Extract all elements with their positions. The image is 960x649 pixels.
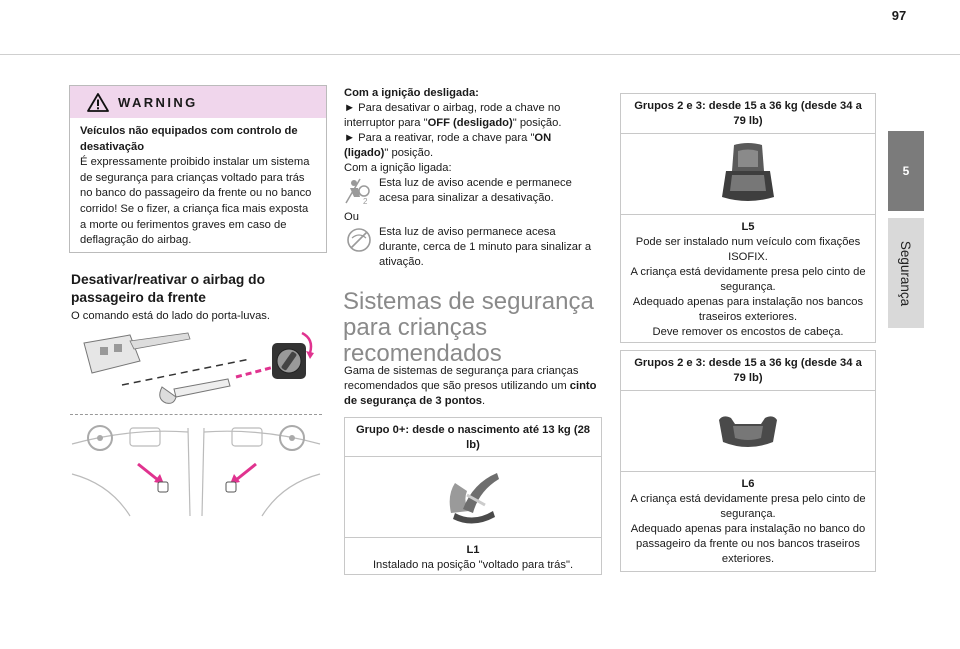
card-image (621, 134, 875, 215)
section-intro: O comando está do lado do porta-luvas. (71, 310, 271, 322)
car-key-icon (84, 333, 190, 373)
booster-cushion-icon (713, 406, 783, 456)
child-seat-card-l1 (344, 417, 602, 575)
card-line: Deve remover os encostos de cabeça. (652, 326, 844, 338)
card-image (621, 391, 875, 472)
warning-box (69, 85, 327, 253)
reactivate-step (344, 131, 596, 161)
deactivate-step (344, 101, 596, 131)
deactivate-step-end: " posição. (512, 117, 562, 129)
card-header: Grupo 0+: desde o nascimento até 13 kg (28 lb) (345, 418, 601, 457)
left-steering-wheel-icon (88, 426, 112, 450)
left-switch-location-icon (158, 482, 168, 492)
card-model: L6 (741, 478, 755, 490)
card-body (621, 215, 875, 340)
warning-body (70, 118, 326, 249)
header-rule (0, 54, 960, 55)
card-image (345, 457, 601, 538)
belt-type-label: cinto de segurança de 3 pontos (344, 380, 597, 407)
airbag-off-warning-icon (344, 177, 374, 205)
warning-header (70, 86, 326, 118)
baby-carrier-seat-icon (441, 465, 505, 529)
key-switch-illustration (70, 323, 320, 413)
card-line: Pode ser instalado num veículo com fixações ISOFIX. (635, 236, 861, 263)
key-blade-icon (160, 379, 230, 403)
card-line: Adequado apenas para instalação nos bancos traseiros exteriores. (632, 296, 864, 323)
off-position-label: OFF (desligado) (427, 117, 513, 129)
card-line: A criança está devidamente presa pelo cinto de segurança. (630, 493, 866, 520)
section-heading: Desativar/reativar o airbag do passageiro da frente (71, 272, 266, 305)
airbag-on-warning-icon (344, 226, 374, 254)
reactivate-step-text: ► Para a reativar, rode a chave para " (344, 132, 535, 144)
warning-triangle-icon (87, 93, 109, 112)
deactivation-lamp-text: Esta luz de aviso acende e permanece acesa para sinalizar a desativação. (379, 177, 572, 204)
ignition-instructions (344, 86, 596, 270)
card-line: Adequado apenas para instalação no banco do passageiro da frente ou nos bancos traseiros exteriores. (630, 523, 866, 565)
systems-intro (344, 364, 599, 409)
systems-intro-end: . (482, 395, 486, 407)
airbag-switch-icon (272, 343, 306, 379)
card-header: Grupos 2 e 3: desde 15 a 36 kg (desde 34 a 79 lb) (621, 94, 875, 134)
card-body (345, 538, 601, 573)
systems-intro-text: Gama de sistemas de segurança para crianças recomendados que são presos utilizando um (344, 365, 579, 392)
warning-text: É expressamente proibido instalar um sistema de segurança para crianças voltado para trás no banco do passageiro da frente ou no banco corrido! Se o fizer, a criança fica mais exposta a morte ou ferimentos graves em caso de deflagração do airbag. (80, 156, 312, 247)
chapter-tab-text: Segurança (898, 240, 914, 306)
ignition-on-label: Com a ignição ligada: (344, 162, 452, 174)
card-model: L5 (741, 221, 755, 233)
activation-lamp-row (344, 225, 596, 270)
right-steering-wheel-icon (280, 426, 304, 450)
svg-text:2: 2 (363, 197, 368, 205)
card-model: L1 (466, 544, 480, 556)
chapter-tab-number[interactable]: 5 (888, 131, 924, 211)
deactivation-lamp-row (344, 176, 596, 210)
child-seat-card-l5 (620, 93, 876, 343)
deactivate-step-text: ► Para desativar o airbag, rode a chave no interruptor para " (344, 102, 561, 129)
child-seat-card-l6 (620, 350, 876, 572)
warning-title: WARNING (118, 94, 198, 110)
card-line: Instalado na posição "voltado para trás". (372, 559, 574, 571)
reactivate-step-end: " posição. (384, 147, 434, 159)
ignition-off-heading: Com a ignição desligada: (344, 87, 479, 99)
card-line: A criança está devidamente presa pelo cinto de segurança. (630, 266, 866, 293)
page-number: 97 (891, 8, 907, 23)
activation-lamp-text: Esta luz de aviso permanece acesa durante, cerca de 1 minuto para sinalizar a ativação. (379, 226, 592, 268)
systems-title: Sistemas de segurança para crianças recomendados (343, 288, 594, 367)
dashboard-illustration (70, 414, 322, 518)
card-body (621, 472, 875, 567)
or-label: Ou (344, 211, 359, 223)
right-switch-location-icon (226, 482, 236, 492)
warning-subheading: Veículos não equipados com controlo de desativação (80, 125, 298, 153)
on-position-label: ON (ligado) (344, 132, 552, 159)
chapter-tab-label[interactable] (888, 218, 924, 328)
card-header: Grupos 2 e 3: desde 15 a 36 kg (desde 34 a 79 lb) (621, 351, 875, 391)
booster-seat-with-back-icon (718, 141, 778, 207)
